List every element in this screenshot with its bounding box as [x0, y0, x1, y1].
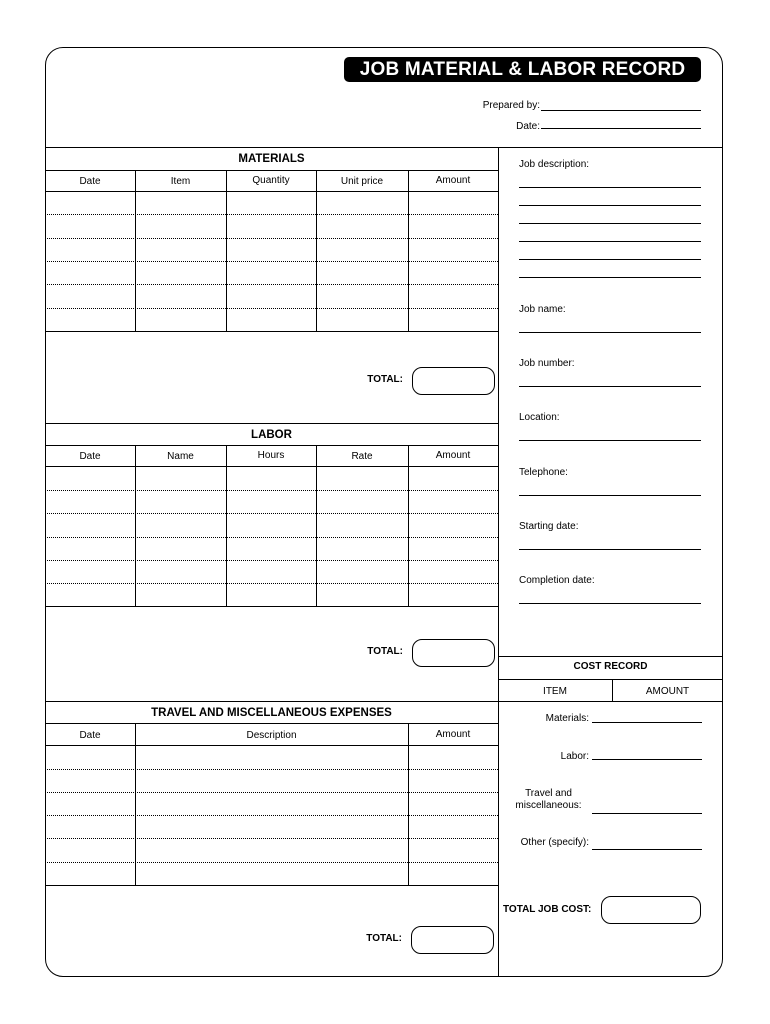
travel-col-date: Date [79, 730, 101, 741]
cost-record-title: COST RECORD [573, 661, 648, 672]
travel-col-divider [135, 723, 136, 885]
travel-title-line [45, 723, 498, 724]
header-divider [45, 147, 723, 148]
starting-date-label: Starting date: [519, 521, 579, 532]
labor-col-divider [135, 445, 136, 606]
job-name-label: Job name: [519, 304, 566, 315]
travel-col-description: Description [246, 730, 297, 741]
travel-total-label: TOTAL: [366, 933, 402, 944]
labor-top-line [45, 423, 498, 424]
cost-record-title-line [498, 679, 723, 680]
cost-record-header-line [498, 701, 723, 702]
travel-table-bottom [45, 885, 498, 886]
cost-other-label: Other (specify): [520, 837, 589, 848]
labor-row-line [45, 583, 498, 584]
job-description-line[interactable] [519, 187, 701, 188]
travel-total-box[interactable] [411, 926, 494, 954]
cost-materials-label: Materials: [545, 713, 589, 724]
materials-table-bottom [45, 331, 498, 332]
cost-travel-label-line2: miscellaneous: [515, 800, 582, 811]
cost-record-header-divider [612, 679, 613, 701]
labor-row-line [45, 537, 498, 538]
materials-col-divider [408, 170, 409, 331]
materials-col-divider [135, 170, 136, 331]
telephone-label: Telephone: [519, 467, 568, 478]
job-description-line[interactable] [519, 205, 701, 206]
labor-total-box[interactable] [412, 639, 495, 667]
labor-col-divider [316, 445, 317, 606]
telephone-field[interactable] [519, 495, 701, 496]
job-description-label: Job description: [519, 159, 590, 170]
completion-date-field[interactable] [519, 603, 701, 604]
job-description-line[interactable] [519, 223, 701, 224]
cost-travel-field[interactable] [592, 813, 702, 814]
date-field[interactable] [541, 128, 701, 129]
total-job-cost-label: TOTAL JOB COST: [503, 904, 592, 915]
materials-row-line [45, 238, 498, 239]
materials-col-amount: Amount [435, 175, 471, 186]
travel-row-line [45, 862, 498, 863]
completion-date-label: Completion date: [519, 575, 595, 586]
location-label: Location: [519, 412, 560, 423]
materials-col-quantity: Quantity [252, 175, 290, 186]
travel-row-line [45, 815, 498, 816]
job-description-line[interactable] [519, 259, 701, 260]
labor-col-hours: Hours [257, 450, 285, 461]
labor-header-line [45, 466, 498, 467]
materials-total-box[interactable] [412, 367, 495, 395]
materials-row-line [45, 261, 498, 262]
materials-col-divider [316, 170, 317, 331]
materials-col-item: Item [170, 176, 191, 187]
travel-row-line [45, 838, 498, 839]
cost-record-amount-header: AMOUNT [645, 686, 690, 697]
travel-col-amount: Amount [435, 729, 471, 740]
job-number-label: Job number: [519, 358, 575, 369]
materials-row-line [45, 308, 498, 309]
materials-col-unit-price: Unit price [340, 176, 384, 187]
labor-col-rate: Rate [351, 451, 373, 462]
prepared-by-field[interactable] [541, 110, 701, 111]
materials-col-date: Date [79, 176, 101, 187]
cost-labor-label: Labor: [560, 751, 589, 762]
job-name-field[interactable] [519, 332, 701, 333]
materials-header-line [45, 191, 498, 192]
job-description-line[interactable] [519, 241, 701, 242]
cost-labor-field[interactable] [592, 759, 702, 760]
travel-row-line [45, 769, 498, 770]
starting-date-field[interactable] [519, 549, 701, 550]
location-field[interactable] [519, 440, 701, 441]
travel-row-line [45, 792, 498, 793]
labor-col-divider [408, 445, 409, 606]
form-title: JOB MATERIAL & LABOR RECORD [344, 57, 701, 82]
labor-col-name: Name [167, 451, 194, 462]
cost-other-field[interactable] [592, 849, 702, 850]
total-job-cost-box[interactable] [601, 896, 701, 924]
labor-col-date: Date [79, 451, 101, 462]
materials-title: MATERIALS [238, 153, 305, 165]
labor-col-divider [226, 445, 227, 606]
prepared-by-label: Prepared by: [482, 100, 540, 111]
job-description-line[interactable] [519, 277, 701, 278]
labor-table-bottom [45, 606, 498, 607]
materials-col-divider [226, 170, 227, 331]
materials-row-line [45, 284, 498, 285]
labor-row-line [45, 490, 498, 491]
travel-title: TRAVEL AND MISCELLANEOUS EXPENSES [151, 707, 392, 719]
materials-row-line [45, 214, 498, 215]
materials-title-line [45, 170, 498, 171]
travel-header-line [45, 745, 498, 746]
labor-title: LABOR [251, 429, 292, 441]
travel-col-divider [408, 723, 409, 885]
cost-record-item-header: ITEM [543, 686, 567, 697]
travel-top-line [45, 701, 498, 702]
cost-record-top-line [498, 656, 723, 657]
materials-total-label: TOTAL: [367, 374, 403, 385]
cost-travel-label-line1: Travel and [525, 788, 572, 799]
labor-total-label: TOTAL: [367, 646, 403, 657]
column-divider [498, 147, 499, 977]
labor-row-line [45, 513, 498, 514]
labor-title-line [45, 445, 498, 446]
cost-materials-field[interactable] [592, 722, 702, 723]
labor-row-line [45, 560, 498, 561]
job-number-field[interactable] [519, 386, 701, 387]
labor-col-amount: Amount [435, 450, 471, 461]
date-label: Date: [516, 121, 540, 132]
